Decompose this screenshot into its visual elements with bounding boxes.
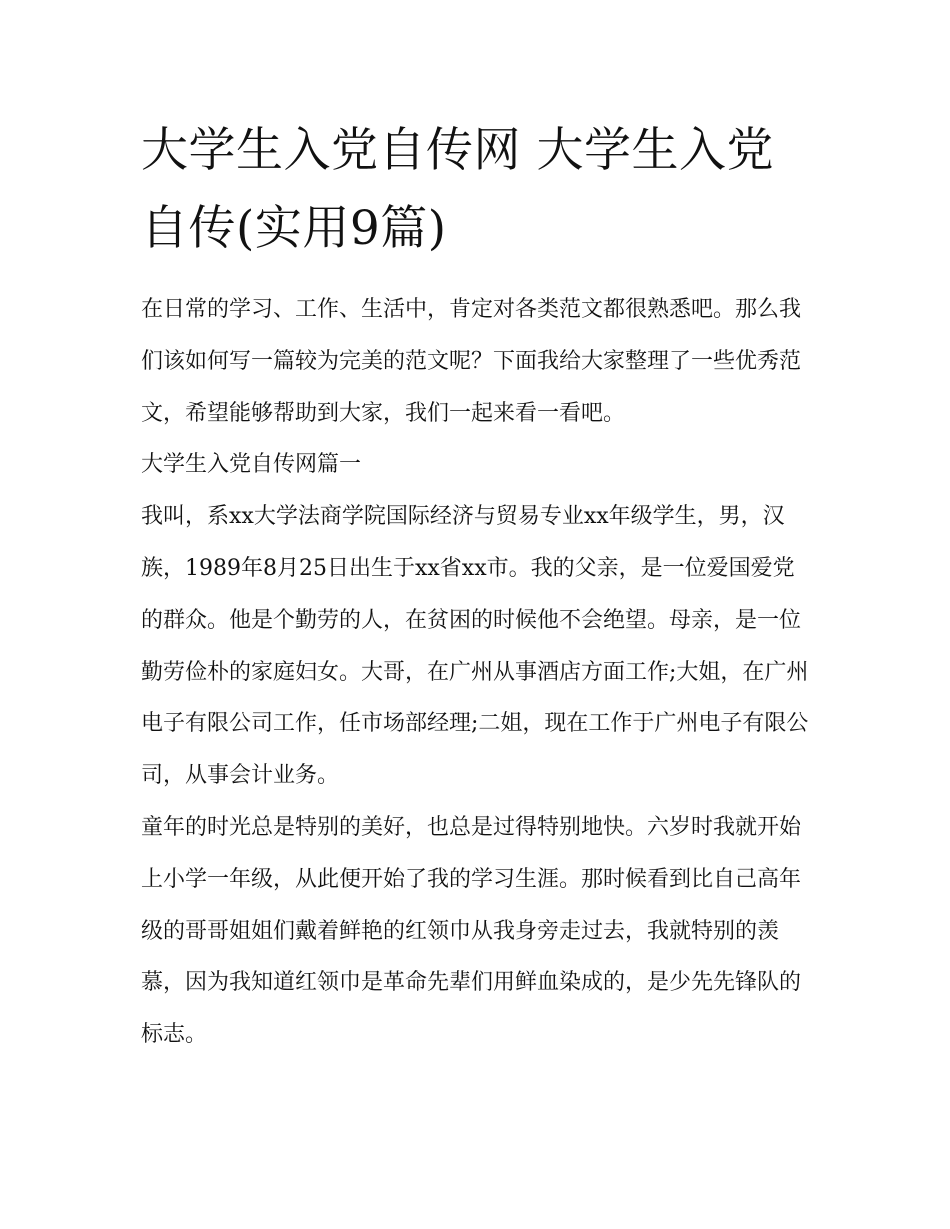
family-paragraph: 我叫，系xx大学法商学院国际经济与贸易专业xx年级学生，男，汉族，1989年8月25日出生于xx省xx市。我的父亲，是一位爱国爱党的群众。他是个勤劳的人，在贫困的时候他不会绝望。母亲，是一位勤劳俭朴的家庭妇女。大哥，在广州从事酒店方面工作;大姐，在广州电子有限公司工作，任市场部经理;二姐，现在工作于广州电子有限公司，从事会计业务。 [141,504,809,789]
intro-paragraph: 在日常的学习、工作、生活中，肯定对各类范文都很熟悉吧。那么我们该如何写一篇较为完美的范文呢？下面我给大家整理了一些优秀范文，希望能够帮助到大家，我们一起来看一看吧。 [141,297,802,426]
section-heading: 大学生入党自传网篇一 [141,452,362,478]
document-page [141,112,816,1061]
childhood-paragraph: 童年的时光总是特别的美好，也总是过得特别地快。六岁时我就开始上小学一年级，从此便开始了我的学习生涯。那时候看到比自己高年级的哥哥姐姐们戴着鲜艳的红领巾从我身旁走过去，我就特别的羡慕，因为我知道红领巾是革命先辈们用鲜血染成的，是少先先锋队的标志。 [141,814,802,1048]
document-body [141,284,816,1061]
page-title: 大学生入党自传网 大学生入党自传(实用9篇) [141,123,774,256]
